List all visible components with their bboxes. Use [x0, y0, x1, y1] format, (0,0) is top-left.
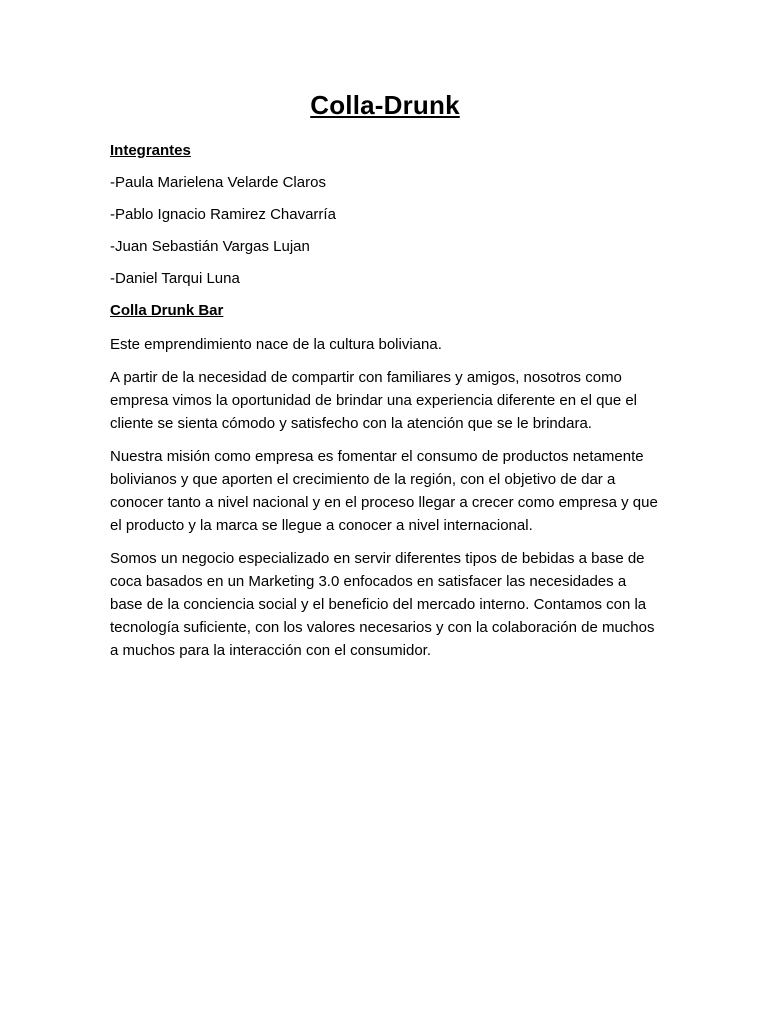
paragraph-origin: A partir de la necesidad de compartir con familiares y amigos, nosotros como empresa vimos la oportunidad de brindar una experiencia diferente en el que el cliente se sienta cómodo y satisfecho con la atención que se le brindara.: [110, 369, 637, 432]
member-item: -Pablo Ignacio Ramirez Chavarría: [110, 206, 336, 223]
paragraph-mission: Nuestra misión como empresa es fomentar el consumo de productos netamente bolivianos y que aporten el crecimiento de la región, con el objetivo de dar a conocer tanto a nivel nacional y en el proceso llegar a crecer como empresa y que el producto y la marca se llegue a conocer a nivel internacional.: [110, 448, 658, 534]
member-item: -Daniel Tarqui Luna: [110, 270, 240, 287]
member-item: -Paula Marielena Velarde Claros: [110, 174, 326, 191]
section-heading: Colla Drunk Bar: [110, 302, 224, 319]
members-heading: Integrantes: [110, 142, 191, 159]
member-item: -Juan Sebastián Vargas Lujan: [110, 238, 310, 255]
paragraph-business: Somos un negocio especializado en servir diferentes tipos de bebidas a base de coca basados en un Marketing 3.0 enfocados en satisfacer las necesidades a base de la conciencia social y el beneficio del mercado interno. Contamos con la tecnología suficiente, con los valores necesarios y con la colaboración de muchos a muchos para la interacción con el consumidor.: [110, 550, 655, 659]
document-body: [110, 90, 660, 672]
paragraph-intro: Este emprendimiento nace de la cultura boliviana.: [110, 336, 442, 353]
document-title: Colla-Drunk: [310, 90, 460, 120]
